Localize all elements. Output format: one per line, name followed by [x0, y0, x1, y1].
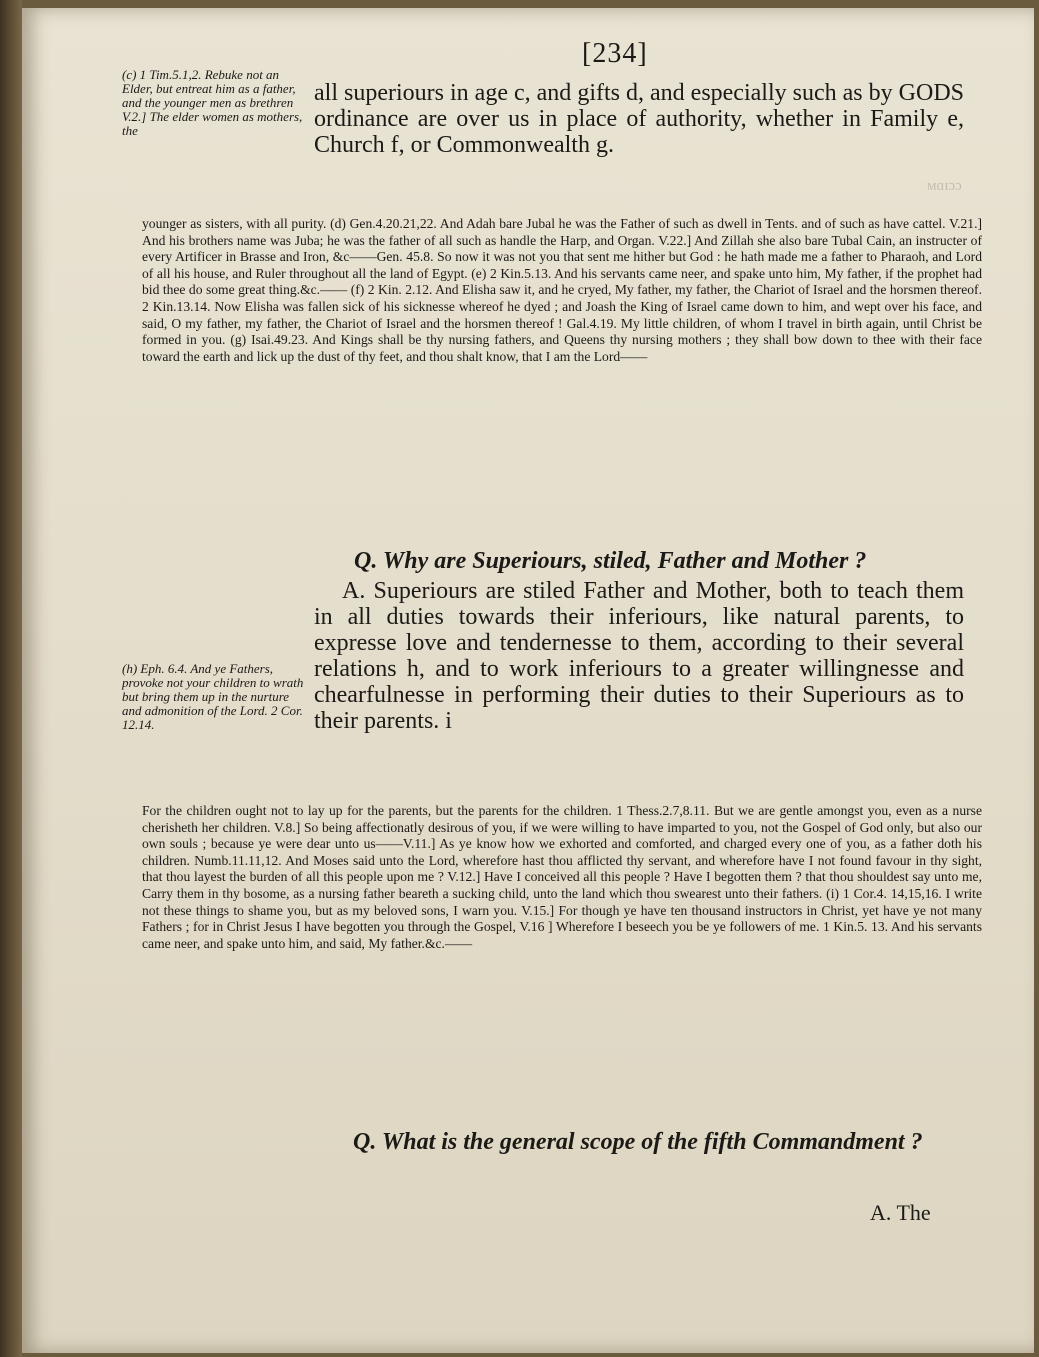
side-note-h — [122, 662, 308, 732]
side-note-c-text: (c) 1 Tim.5.1,2. Rebuke not an Elder, but entreat him as a father, and the younger men as brethren V.2.] The elder women as mothers, the — [122, 67, 303, 138]
answer-superiours-stiled — [314, 578, 964, 734]
side-note-h-text: (h) Eph. 6.4. And ye Fathers, provoke not your children to wrath but bring them up in the nurture and admonition of the Lord. 2 Cor. 12.14. — [122, 661, 304, 732]
footnote-block-2 — [142, 803, 982, 952]
footnote-block-1-text: younger as sisters, with all purity. (d) Gen.4.20.21,22. And Adah bare Jubal he was the Father of such as dwell in Tents. and of such as have cattel. V.21.] And his brothers name was Juba; he was the father of all such as handle the Harp, and Organ. V.22.] And Zillah she also bare Tubal Cain, an instructer of every Artificer in Brasse and Iron, &c——Gen. 45.8. So now it was not you that sent me hither but God : he hath made me a father to Pharaoh, and Lord of all his house, and Ruler throughout all the land of Egypt. (e) 2 Kin.5.13. And his servants came neer, and spake unto him, My father, if the prophet had bid thee do some great thing.&c.—— (f) 2 Kin. 2.12. And Elisha saw it, and he cryed, My father, my father, the Chariot of Israel and the horsmen thereof. 2 Kin.13.14. Now Elisha was fallen sick of his sicknesse whereof he dyed ; and Joash the King of Israel came down to him, and wept over his face, and said, O my father, my father, the Chariot of Israel and the horsmen thereof ! Gal.4.19. My little children, of whom I travel in birth again, until Christ be formed in you. (g) Isai.49.23. And Kings shall be thy nursing fathers, and Queens thy nursing mothers ; they shall bow down to thee with their face toward the earth and lick up the dust of thy feet, and thou shalt know, that I am the Lord—— — [142, 216, 982, 364]
question-why-stiled: Q. Why are Superiours, stiled, Father and Mother ? — [354, 548, 867, 574]
book-page — [22, 8, 1034, 1353]
footnote-block-1 — [142, 216, 982, 365]
show-through-text: ᴍɑɪɔɔ — [927, 178, 962, 194]
main-text-superiours-paragraph: all superiours in age c, and gifts d, and especially such as by GODS ordinance are over us in place of authority, whether in Family e, Church f, or Commonwealth g. — [314, 80, 964, 158]
footnote-block-2-text: For the children ought not to lay up for the parents, but the parents for the children. 1 Thess.2.7,8.11. But we are gentle amongst you, even as a nurse cherisheth her children. V.8.] So being affectionatly desirous of you, if we were willing to have imparted to you, not the Gospel of God only, but also our own souls ; because ye were dear unto us——V.11.] As ye know how we exhorted and comforted, and charged every one of you, as a father doth his children. Numb.11.11,12. And Moses said unto the Lord, wherefore hast thou afflicted thy servant, and wherefore have I not found favour in thy sight, that thou layest the burden of all this people upon me ? V.12.] Have I conceived all this people ? Have I begotten them ? that thou shouldest say unto me, Carry them in thy bosome, as a nursing father beareth a sucking child, unto the land which thou swearest unto their fathers. (i) 1 Cor.4. 14,15,16. I write not these things to shame you, but as my beloved sons, I warn you. V.15.] For though ye have ten thousand instructors in Christ, yet have ye not many Fathers ; for in Christ Jesus I have begotten you through the Gospel, V.16 ] Wherefore I beseech you be ye followers of me. 1 Kin.5. 13. And his servants came neer, and spake unto him, and said, My father.&c.—— — [142, 803, 982, 951]
book-gutter — [0, 0, 22, 1357]
answer-superiours-stiled-paragraph: A. Superiours are stiled Father and Mother, both to teach them in all duties towards their inferiours, like natural parents, to expresse love and tendernesse to them, according to their several relations h, and to work inferiours to a greater willingnesse and chearfulnesse in performing their duties to their Superiours as to their parents. i — [314, 578, 964, 734]
catchword: A. The — [870, 1200, 931, 1225]
question-general-scope-text: Q. What is the general scope of the fifth Commandment ? — [353, 1129, 923, 1155]
main-text-superiours — [314, 80, 964, 158]
question-general-scope — [317, 1126, 962, 1158]
page-number: [234] — [582, 38, 648, 69]
side-note-c — [122, 68, 304, 138]
